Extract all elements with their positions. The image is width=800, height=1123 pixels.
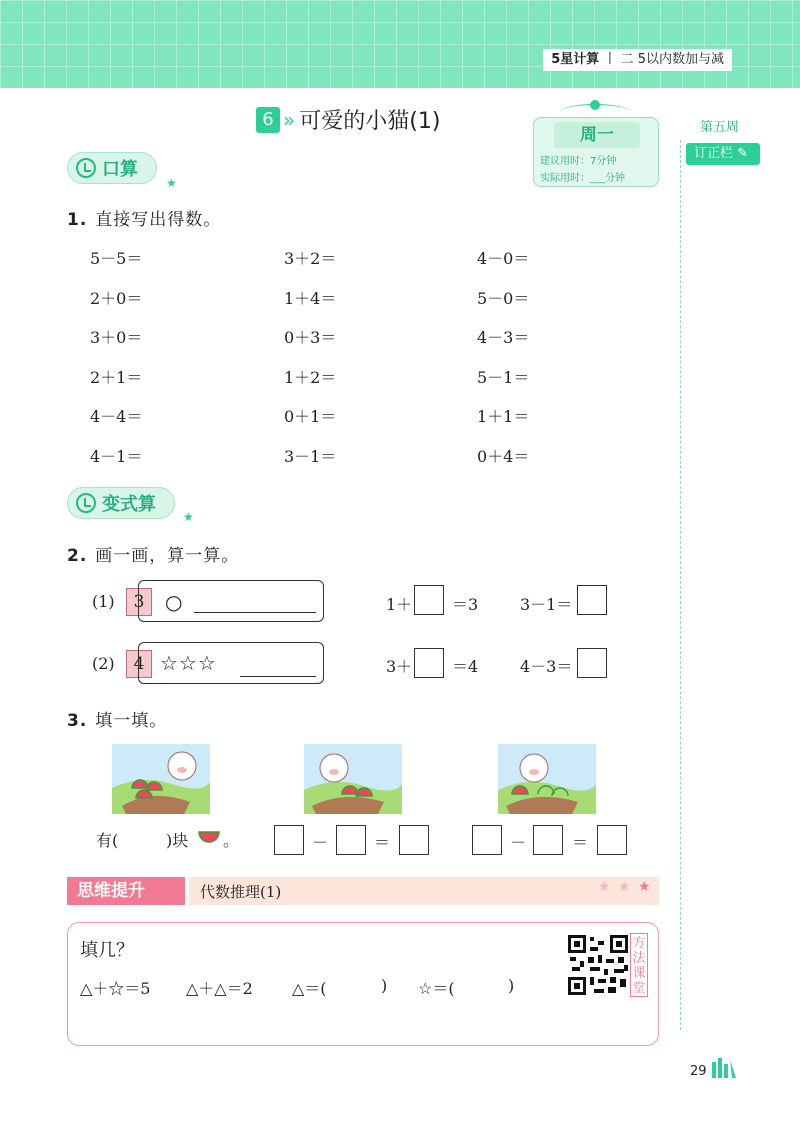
q2-eq1-left: 3＋ xyxy=(386,657,413,676)
answer-box[interactable] xyxy=(577,648,607,678)
suggested-time: 建议用时：7分钟 xyxy=(540,156,617,167)
pig-watermelon-picture xyxy=(304,744,402,814)
q1-expression: 4－4＝ xyxy=(90,407,143,426)
actual-time: 实际用时：___分钟 xyxy=(540,173,625,184)
minus-sign: － xyxy=(510,833,527,852)
answer-box[interactable] xyxy=(577,585,607,615)
triangle-answer-blank[interactable] xyxy=(334,995,376,996)
section-oral xyxy=(67,152,157,184)
pig-watermelon-picture xyxy=(112,744,210,814)
day-card xyxy=(533,117,659,187)
watermelon-slice-icon xyxy=(198,830,220,844)
q1-expression: 2＋1＝ xyxy=(90,368,143,387)
q1-expression: 1＋1＝ xyxy=(477,407,530,426)
have-prefix: 有( xyxy=(96,831,119,850)
book-unit-label xyxy=(543,49,732,71)
header-band xyxy=(0,0,800,88)
q3-text: 填一填。 xyxy=(95,711,168,731)
answer-box[interactable] xyxy=(597,825,627,855)
pencil-icon: ✎ xyxy=(737,146,749,161)
answer-box[interactable] xyxy=(472,825,502,855)
lesson-number: 6 xyxy=(256,107,280,133)
q1-expression: 4－0＝ xyxy=(477,249,530,268)
answer-box[interactable] xyxy=(414,648,444,678)
q2-text: 画一画，算一算。 xyxy=(95,546,240,566)
star-outline-icon: ☆☆☆ xyxy=(160,651,217,675)
section-variant-title: 变式算 xyxy=(102,494,156,515)
q1-expression: 5－0＝ xyxy=(477,289,530,308)
q3-number: 3. xyxy=(67,711,88,731)
q1-expression: 4－1＝ xyxy=(90,447,143,466)
lesson-title: 可爱的小猫(1) xyxy=(299,109,441,134)
q1-expression: 3＋0＝ xyxy=(90,328,143,347)
answer-box[interactable] xyxy=(336,825,366,855)
day-name: 周一 xyxy=(554,122,640,148)
star-answer-open: ☆＝( xyxy=(418,979,455,998)
minus-sign: － xyxy=(312,833,329,852)
answer-box[interactable] xyxy=(399,825,429,855)
equals-sign: ＝ xyxy=(374,833,391,852)
q1-title xyxy=(67,205,221,230)
correction-tag-label: 订正栏 xyxy=(694,146,734,161)
unit-name: 二 5以内数加与减 xyxy=(620,52,724,67)
difficulty-star-icon: ★ xyxy=(598,879,611,895)
book-name: 5星计算 xyxy=(551,52,600,67)
q2-number: 2. xyxy=(67,546,88,566)
q1-expression: 0＋3＝ xyxy=(284,328,337,347)
book-stack-icon xyxy=(712,1058,738,1078)
page-number: 29 xyxy=(690,1064,707,1079)
qr-code-icon[interactable] xyxy=(566,933,630,997)
q2-title xyxy=(67,541,239,566)
difficulty-star-icon: ★ xyxy=(618,879,631,895)
drawing-answer-line[interactable] xyxy=(240,676,316,677)
q1-expression: 0＋1＝ xyxy=(284,407,337,426)
q1-expression: 1＋2＝ xyxy=(284,368,337,387)
q1-expression: 5－5＝ xyxy=(90,249,143,268)
q2-eq1-right: ＝4 xyxy=(452,657,479,676)
thinking-equation: △＋△＝2 xyxy=(186,979,253,998)
week-label: 第五周 xyxy=(700,120,740,135)
q1-expression: 5－1＝ xyxy=(477,368,530,387)
q2-item-number: 4 xyxy=(126,650,152,678)
q2-item-number: 3 xyxy=(126,588,152,616)
thinking-equation: △＋☆＝5 xyxy=(80,979,151,998)
equals-sign: ＝ xyxy=(572,833,589,852)
answer-box[interactable] xyxy=(533,825,563,855)
q1-text: 直接写出得数。 xyxy=(95,210,222,230)
triangle-answer-close: ) xyxy=(381,976,388,995)
circle-icon: ○ xyxy=(165,590,183,614)
have-suffix: )块 xyxy=(166,831,189,850)
triangle-answer-open: △＝( xyxy=(292,979,327,998)
q2-eq2: 3－1＝ xyxy=(520,595,573,614)
answer-box[interactable] xyxy=(414,585,444,615)
lesson-title-group xyxy=(256,104,440,135)
correction-column-divider xyxy=(680,140,681,1030)
section-oral-title: 口算 xyxy=(102,159,138,180)
star-icon: ★ xyxy=(166,176,177,190)
drawing-answer-line[interactable] xyxy=(194,612,316,613)
q1-expression: 4－3＝ xyxy=(477,328,530,347)
q2-item-label: (1) xyxy=(92,592,115,611)
method-class-tag: 方法课堂 xyxy=(630,933,648,997)
q1-expression: 0＋4＝ xyxy=(477,447,530,466)
period: 。 xyxy=(223,831,240,850)
stopwatch-icon xyxy=(76,158,96,178)
q2-eq1-left: 1＋ xyxy=(386,595,413,614)
q2-eq2: 4－3＝ xyxy=(520,657,573,676)
header-separator: 丨 xyxy=(603,52,617,67)
star-answer-close: ) xyxy=(508,976,515,995)
q1-number: 1. xyxy=(67,210,88,230)
chevron-right-icon: » xyxy=(283,107,296,132)
difficulty-star-icon: ★ xyxy=(638,879,651,895)
q2-eq1-right: ＝3 xyxy=(452,595,479,614)
have-blank[interactable] xyxy=(124,846,162,847)
thinking-question: 填几？ xyxy=(80,940,134,961)
q1-expression: 1＋4＝ xyxy=(284,289,337,308)
q2-item-label: (2) xyxy=(92,654,115,673)
section-variant xyxy=(67,487,175,519)
correction-tag xyxy=(686,143,760,165)
q1-expression: 3＋2＝ xyxy=(284,249,337,268)
pig-watermelon-picture xyxy=(498,744,596,814)
thinking-boost-tag: 思维提升 xyxy=(67,877,185,905)
star-icon: ★ xyxy=(183,510,194,524)
thinking-boost-subtitle: 代数推理(1) xyxy=(200,883,282,901)
target-icon xyxy=(76,493,96,513)
pin-icon xyxy=(590,100,600,110)
q1-expression: 3－1＝ xyxy=(284,447,337,466)
q1-expression: 2＋0＝ xyxy=(90,289,143,308)
q3-title xyxy=(67,706,167,731)
star-answer-blank[interactable] xyxy=(462,995,504,996)
answer-box[interactable] xyxy=(274,825,304,855)
